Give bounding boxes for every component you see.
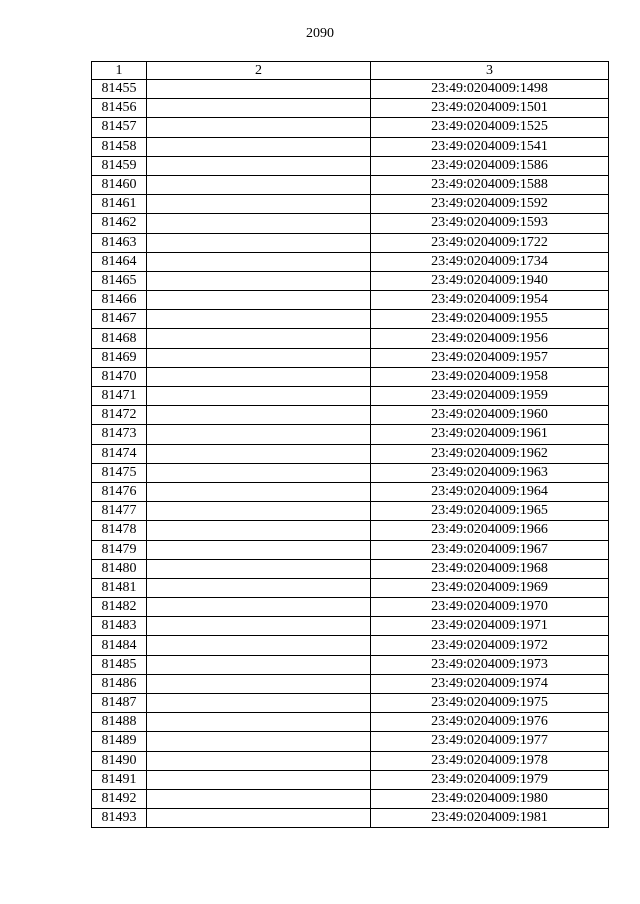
table-row <box>92 482 609 501</box>
row-name-cell <box>147 425 371 444</box>
cadastral-number-cell: 23:49:0204009:1957 <box>371 348 609 367</box>
row-name-cell <box>147 444 371 463</box>
row-number-cell: 81477 <box>92 502 147 521</box>
row-number-cell: 81483 <box>92 617 147 636</box>
row-number-cell: 81470 <box>92 367 147 386</box>
row-name-cell <box>147 156 371 175</box>
table-row <box>92 214 609 233</box>
table-row <box>92 348 609 367</box>
row-number-cell: 81490 <box>92 751 147 770</box>
row-name-cell <box>147 348 371 367</box>
cadastral-number-cell: 23:49:0204009:1965 <box>371 502 609 521</box>
row-name-cell <box>147 617 371 636</box>
row-name-cell <box>147 482 371 501</box>
cadastral-number-cell: 23:49:0204009:1968 <box>371 559 609 578</box>
row-name-cell <box>147 463 371 482</box>
cadastral-number-cell: 23:49:0204009:1979 <box>371 770 609 789</box>
table-row <box>92 674 609 693</box>
cadastral-number-cell: 23:49:0204009:1501 <box>371 99 609 118</box>
cadastral-number-cell: 23:49:0204009:1588 <box>371 175 609 194</box>
row-number-cell: 81479 <box>92 540 147 559</box>
page-number: 2090 <box>306 26 334 41</box>
cadastral-number-cell: 23:49:0204009:1971 <box>371 617 609 636</box>
row-number-cell: 81463 <box>92 233 147 252</box>
cadastral-number-cell: 23:49:0204009:1974 <box>371 674 609 693</box>
table-row <box>92 751 609 770</box>
table-row <box>92 310 609 329</box>
row-number-cell: 81488 <box>92 713 147 732</box>
row-number-cell: 81472 <box>92 406 147 425</box>
row-number-cell: 81486 <box>92 674 147 693</box>
table-row <box>92 406 609 425</box>
cadastral-number-cell: 23:49:0204009:1960 <box>371 406 609 425</box>
cadastral-number-cell: 23:49:0204009:1980 <box>371 789 609 808</box>
table-row <box>92 80 609 99</box>
table-row <box>92 195 609 214</box>
row-name-cell <box>147 770 371 789</box>
cadastral-number-cell: 23:49:0204009:1976 <box>371 713 609 732</box>
table-row <box>92 789 609 808</box>
cadastral-number-cell: 23:49:0204009:1498 <box>371 80 609 99</box>
row-number-cell: 81489 <box>92 732 147 751</box>
row-name-cell <box>147 387 371 406</box>
table-row <box>92 636 609 655</box>
cadastral-number-cell: 23:49:0204009:1593 <box>371 214 609 233</box>
row-number-cell: 81485 <box>92 655 147 674</box>
cadastral-number-cell: 23:49:0204009:1970 <box>371 598 609 617</box>
cadastral-number-cell: 23:49:0204009:1978 <box>371 751 609 770</box>
row-number-cell: 81484 <box>92 636 147 655</box>
column-header-1: 1 <box>92 62 147 80</box>
row-number-cell: 81461 <box>92 195 147 214</box>
cadastral-number-cell: 23:49:0204009:1525 <box>371 118 609 137</box>
cadastral-number-cell: 23:49:0204009:1981 <box>371 809 609 828</box>
cadastral-number-cell: 23:49:0204009:1964 <box>371 482 609 501</box>
table-row <box>92 694 609 713</box>
row-number-cell: 81457 <box>92 118 147 137</box>
row-number-cell: 81493 <box>92 809 147 828</box>
row-name-cell <box>147 636 371 655</box>
row-number-cell: 81474 <box>92 444 147 463</box>
cadastral-number-cell: 23:49:0204009:1961 <box>371 425 609 444</box>
column-header-2: 2 <box>147 62 371 80</box>
row-number-cell: 81480 <box>92 559 147 578</box>
table-row <box>92 137 609 156</box>
row-name-cell <box>147 252 371 271</box>
cadastral-number-cell: 23:49:0204009:1967 <box>371 540 609 559</box>
row-name-cell <box>147 99 371 118</box>
cadastral-number-cell: 23:49:0204009:1969 <box>371 578 609 597</box>
cadastral-number-cell: 23:49:0204009:1586 <box>371 156 609 175</box>
table-body <box>92 80 609 828</box>
row-name-cell <box>147 118 371 137</box>
row-number-cell: 81473 <box>92 425 147 444</box>
row-name-cell <box>147 732 371 751</box>
column-header-3: 3 <box>371 62 609 80</box>
row-number-cell: 81481 <box>92 578 147 597</box>
row-number-cell: 81476 <box>92 482 147 501</box>
row-name-cell <box>147 233 371 252</box>
row-name-cell <box>147 271 371 290</box>
row-number-cell: 81478 <box>92 521 147 540</box>
table-row <box>92 809 609 828</box>
table-row <box>92 598 609 617</box>
row-number-cell: 81468 <box>92 329 147 348</box>
cadastral-number-cell: 23:49:0204009:1973 <box>371 655 609 674</box>
cadastral-number-cell: 23:49:0204009:1940 <box>371 271 609 290</box>
row-name-cell <box>147 175 371 194</box>
table-row <box>92 559 609 578</box>
row-number-cell: 81464 <box>92 252 147 271</box>
row-name-cell <box>147 137 371 156</box>
cadastral-number-cell: 23:49:0204009:1958 <box>371 367 609 386</box>
cadastral-number-cell: 23:49:0204009:1592 <box>371 195 609 214</box>
table-row <box>92 617 609 636</box>
cadastral-number-cell: 23:49:0204009:1977 <box>371 732 609 751</box>
table-row <box>92 271 609 290</box>
table-row <box>92 578 609 597</box>
row-number-cell: 81459 <box>92 156 147 175</box>
table-row <box>92 156 609 175</box>
row-name-cell <box>147 751 371 770</box>
cadastral-number-cell: 23:49:0204009:1963 <box>371 463 609 482</box>
row-name-cell <box>147 521 371 540</box>
row-name-cell <box>147 214 371 233</box>
table-row <box>92 291 609 310</box>
row-name-cell <box>147 291 371 310</box>
table-row <box>92 367 609 386</box>
registry-table <box>91 61 609 828</box>
table-row <box>92 713 609 732</box>
table-row <box>92 540 609 559</box>
row-number-cell: 81462 <box>92 214 147 233</box>
row-name-cell <box>147 674 371 693</box>
row-number-cell: 81469 <box>92 348 147 367</box>
cadastral-number-cell: 23:49:0204009:1972 <box>371 636 609 655</box>
cadastral-number-cell: 23:49:0204009:1956 <box>371 329 609 348</box>
row-name-cell <box>147 406 371 425</box>
row-name-cell <box>147 655 371 674</box>
row-name-cell <box>147 80 371 99</box>
row-name-cell <box>147 195 371 214</box>
cadastral-number-cell: 23:49:0204009:1541 <box>371 137 609 156</box>
table-row <box>92 118 609 137</box>
table-row <box>92 732 609 751</box>
row-name-cell <box>147 809 371 828</box>
cadastral-number-cell: 23:49:0204009:1959 <box>371 387 609 406</box>
row-number-cell: 81458 <box>92 137 147 156</box>
cadastral-number-cell: 23:49:0204009:1966 <box>371 521 609 540</box>
row-number-cell: 81456 <box>92 99 147 118</box>
cadastral-number-cell: 23:49:0204009:1954 <box>371 291 609 310</box>
cadastral-number-cell: 23:49:0204009:1955 <box>371 310 609 329</box>
table-row <box>92 521 609 540</box>
row-name-cell <box>147 540 371 559</box>
table-row <box>92 329 609 348</box>
row-name-cell <box>147 559 371 578</box>
table-row <box>92 252 609 271</box>
table-row <box>92 425 609 444</box>
row-name-cell <box>147 578 371 597</box>
row-name-cell <box>147 367 371 386</box>
table-row <box>92 233 609 252</box>
row-name-cell <box>147 310 371 329</box>
row-number-cell: 81466 <box>92 291 147 310</box>
row-name-cell <box>147 789 371 808</box>
row-number-cell: 81491 <box>92 770 147 789</box>
table-row <box>92 770 609 789</box>
row-number-cell: 81467 <box>92 310 147 329</box>
row-name-cell <box>147 329 371 348</box>
table-row <box>92 444 609 463</box>
table-header-row <box>92 62 609 80</box>
table-row <box>92 99 609 118</box>
row-number-cell: 81471 <box>92 387 147 406</box>
row-name-cell <box>147 694 371 713</box>
table-row <box>92 502 609 521</box>
cadastral-number-cell: 23:49:0204009:1734 <box>371 252 609 271</box>
row-number-cell: 81460 <box>92 175 147 194</box>
cadastral-number-cell: 23:49:0204009:1962 <box>371 444 609 463</box>
row-number-cell: 81482 <box>92 598 147 617</box>
cadastral-number-cell: 23:49:0204009:1722 <box>371 233 609 252</box>
row-name-cell <box>147 502 371 521</box>
row-name-cell <box>147 713 371 732</box>
table-row <box>92 387 609 406</box>
row-number-cell: 81455 <box>92 80 147 99</box>
table-row <box>92 463 609 482</box>
row-number-cell: 81465 <box>92 271 147 290</box>
row-number-cell: 81487 <box>92 694 147 713</box>
table-row <box>92 655 609 674</box>
row-name-cell <box>147 598 371 617</box>
row-number-cell: 81492 <box>92 789 147 808</box>
table-row <box>92 175 609 194</box>
row-number-cell: 81475 <box>92 463 147 482</box>
cadastral-number-cell: 23:49:0204009:1975 <box>371 694 609 713</box>
